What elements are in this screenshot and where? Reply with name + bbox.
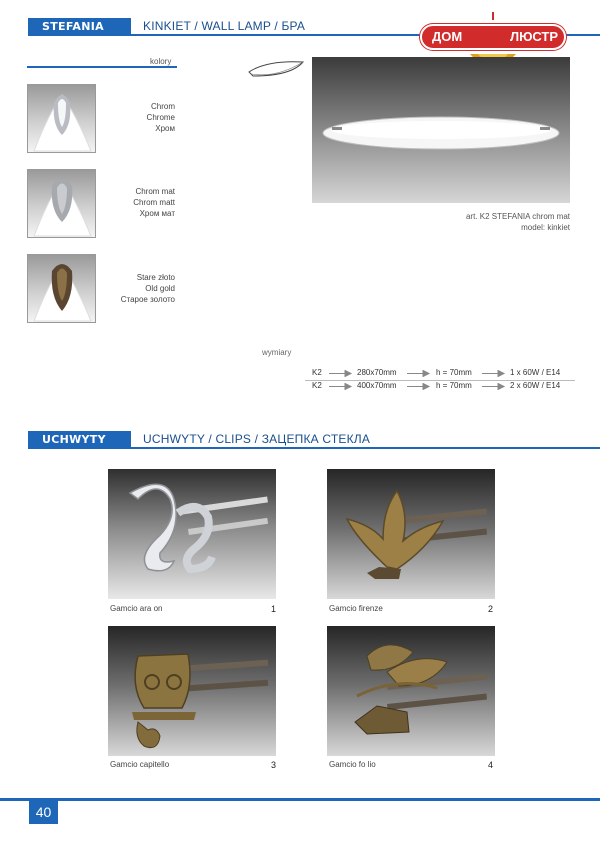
gold-lily-clip-image [327,469,495,599]
product-tag: STEFANIA [28,18,131,36]
chrome-swan-clip-image [108,469,276,599]
clip-photo-3 [108,626,276,756]
clip-number-3: 3 [271,760,277,770]
clips-title: UCHWYTY / CLIPS / ЗАЦЕПКА СТЕКЛА [143,432,371,446]
finish-swatch-old-gold [27,254,96,323]
gold-capitello-clip-image [108,626,276,756]
clip-name-3: Gamcio capitello [110,760,170,769]
clip-name-4: Gamcio fo lio [329,760,376,769]
logo-word-right: ЛЮСТР [510,29,559,44]
clip-number-1: 1 [271,604,277,614]
clip-photo-1 [108,469,276,599]
page-number: 40 [29,800,58,824]
finish-swatch-chrome [27,84,96,153]
finish-label-chrome-matt: Chrom mat Chrom matt Хром мат [133,187,175,218]
dimensions-label: wymiary [262,348,292,357]
footer-rule [0,798,600,801]
arrow-right-icon [482,383,508,390]
arrow-right-icon [329,383,355,390]
wall-lamp-image [312,57,570,203]
finish-label-old-gold: Stare złoto Old gold Старое золото [120,273,175,304]
clip-number-4: 4 [488,760,494,770]
arrow-right-icon [407,383,433,390]
product-title: KINKIET / WALL LAMP / БРА [143,19,306,33]
product-caption: art. K2 STEFANIA chrom mat model: kinkiet [465,212,570,232]
arrow-right-icon [407,370,433,377]
product-photo [312,57,570,203]
clip-name-2: Gamcio firenze [329,604,383,613]
clip-photo-4 [327,626,495,756]
clips-tag: UCHWYTY [28,431,131,449]
lamp-outline-icon [247,58,307,80]
finish-swatch-chrome-matt [27,169,96,238]
clip-number-2: 2 [488,604,494,614]
clips-rule [131,447,600,449]
clip-name-1: Gamcio ara on [110,604,163,613]
colors-label: kolory [150,57,172,66]
dimension-row: K2 400x70mm h = 70mm 2 x 60W / E14 [312,381,561,390]
logo-word-left: ДОМ [432,29,463,44]
colors-rule [27,66,177,68]
clips-header [0,431,600,449]
clip-photo-2 [327,469,495,599]
finish-label-chrome: Chrom Chrome Хром [146,102,175,133]
arrow-right-icon [482,370,508,377]
dimension-row: K2 280x70mm h = 70mm 1 x 60W / E14 [312,368,561,377]
arrow-right-icon [329,370,355,377]
gold-leaf-clip-image [327,626,495,756]
